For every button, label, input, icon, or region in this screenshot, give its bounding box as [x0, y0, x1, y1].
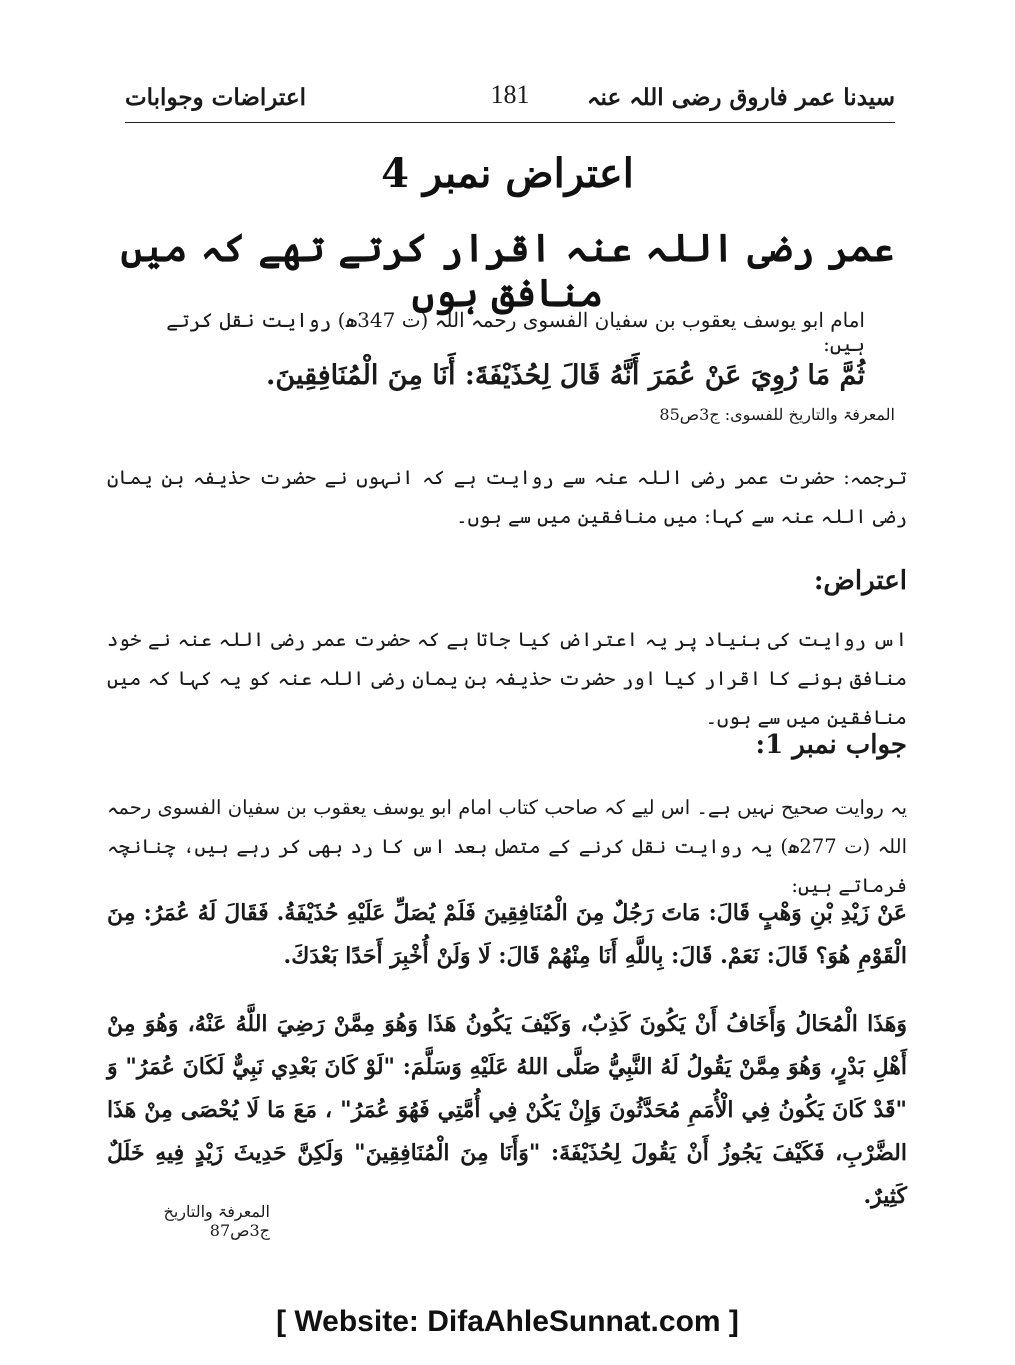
translation-paragraph: ترجمہ: حضرت عمر رضی اللہ عنہ سے روایت ہے کہ انہوں نے حضرت حذیفہ بن یمان رضی اللہ عنہ سے کہا: میں منافقین میں سے ہوں۔ — [107, 466, 907, 528]
page-header — [125, 78, 895, 118]
answer-heading: جواب نمبر 1: — [755, 730, 907, 760]
book-title: سیدنا عمر فاروق رضی اللہ عنہ — [587, 84, 895, 111]
objection-heading: اعتراض: — [813, 566, 907, 596]
objection-paragraph: اس روایت کی بنیاد پر یہ اعتراض کیا جاتا ہے کہ حضرت عمر رضی اللہ عنہ نے خود منافق ہونے کا اقرار کیا اور حضرت حذیفہ بن یمان رضی اللہ عنہ کو یہ کہا کہ میں منافقین میں سے ہوں۔ — [107, 628, 907, 729]
arabic-commentary: وَهَذَا الْمُحَالُ وَأَخَافُ أَنْ يَكُونَ كَذِبٌ، وَكَيْفَ يَكُونُ هَذَا وَهُوَ مِمَّنْ رَضِيَ اللَّهُ عَنْهُ، وَهُوَ مِنْ أَهْلِ بَدْرٍ، وَهُوَ مِمَّنْ يَقُولُ لَهُ النَّبِيُّ صَلَّى اللهُ عَلَيْهِ وَسَلَّمَ: "لَوْ كَانَ بَعْدِي نَبِيٌّ لَكَانَ عُمَرُ" وَ "قَدْ كَانَ يَكُونُ فِي الْأُمَمِ مُحَدَّثُونَ وَإِنْ يَكُنْ فِي أُمَّتِي فَهُوَ عُمَرُ" ، مَعَ مَا لَا يُحْصَى مِنْ هَذَا الضَّرْبِ، فَكَيْفَ يَجُوزُ أَنْ يَقُولَ لِحُذَيْفَةَ: "وَأَنَا مِنَ الْمُنَافِقِينَ" وَلَكِنَّ حَدِيثَ زَيْدٍ فِيهِ خَلَلٌ كَثِيرٌ. — [107, 1011, 907, 1209]
objection-subtitle: عمر رضی اللہ عنہ اقرار کرتے تھے کہ میں منافق ہوں — [120, 225, 895, 315]
website-footer: [ Website: DifaAhleSunnat.com ] — [276, 1305, 739, 1338]
answer-paragraph: یہ روایت صحیح نہیں ہے۔ اس لیے کہ صاحب کتاب امام ابو یوسف یعقوب بن سفیان الفسوی رحمہ اللہ (ت 277ھ) یہ روایت نقل کرنے کے متصل بعد اس کا رد بھی کر رہے ہیں، چنانچہ فرماتے ہیں: — [107, 796, 907, 897]
reference-2: المعرفۃ والتاریخ ج3ص87 — [163, 1202, 270, 1240]
objection-title: اعتراض نمبر 4 — [381, 150, 634, 197]
intro-text: امام ابو یوسف یعقوب بن سفیان الفسوی رحمہ اللہ (ت 347ھ) روایت نقل کرتے ہیں: — [166, 308, 865, 356]
reference-1: المعرفۃ والتاریخ للفسوی: ج3ص85 — [659, 405, 895, 424]
arabic-narration: عَنْ زَيْدِ بْنِ وَهْبٍ قَالَ: مَاتَ رَجُلٌ مِنَ الْمُنَافِقِينَ فَلَمْ يُصَلِّ عَلَيْهِ حُذَيْفَةُ. فَقَالَ لَهُ عُمَرُ: مِنَ الْقَوْمِ هُوَ؟ قَالَ: نَعَمْ. قَالَ: بِاللَّهِ أَنَا مِنْهُمْ قَالَ: لَا وَلَنْ أُخْبِرَ أَحَدًا بَعْدَكَ. — [107, 900, 907, 969]
section-title: اعتراضات وجوابات — [125, 84, 306, 111]
page-number: 181 — [490, 80, 530, 109]
header-divider — [125, 122, 895, 123]
arabic-quote: ثُمَّ مَا رُوِيَ عَنْ عُمَرَ أَنَّهُ قَالَ لِحُذَيْفَةَ: أَنَا مِنَ الْمُنَافِقِينَ. — [266, 360, 865, 391]
